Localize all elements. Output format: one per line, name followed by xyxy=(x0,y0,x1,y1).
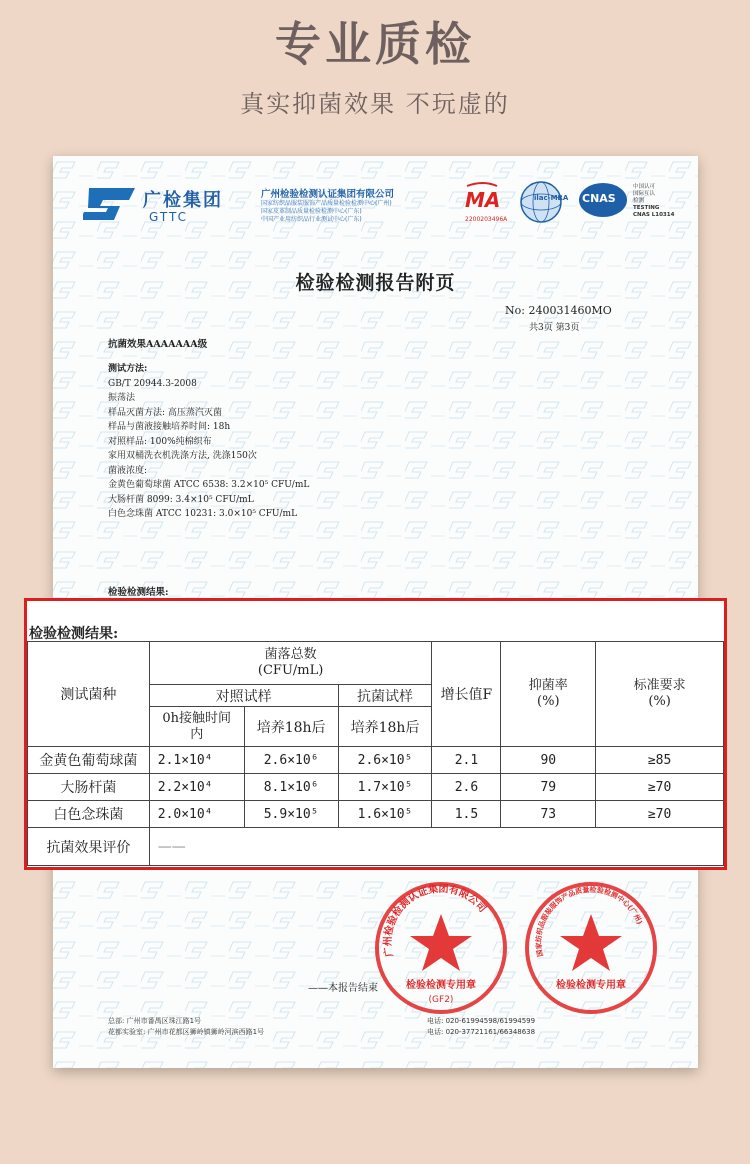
inhibition-header xyxy=(501,642,596,747)
test-method-block xyxy=(108,362,309,522)
cnas-line: TESTING xyxy=(633,205,660,211)
table-row xyxy=(28,801,724,828)
method-line: 家用双桶洗衣机洗涤方法, 洗涤150次 xyxy=(108,451,257,461)
contact-time-line: 0h接触时间 xyxy=(162,710,232,726)
value-cell: 5.9×10⁵ xyxy=(244,801,338,828)
colony-header-line: (CFU/mL) xyxy=(257,663,324,678)
value-cell: 1.5 xyxy=(432,801,501,828)
value-cell: 2.2×10⁴ xyxy=(149,774,244,801)
method-line: 白色念珠菌 ATCC 10231: 3.0×10⁵ CFU/mL xyxy=(108,509,298,519)
page-info: 共3页 第3页 xyxy=(529,323,580,333)
cnas-caption xyxy=(633,184,674,219)
value-cell: 2.6×10⁵ xyxy=(338,747,432,774)
species-header: 测试菌种 xyxy=(28,642,150,747)
official-seal-right xyxy=(521,878,661,1018)
method-line: 金黄色葡萄球菌 ATCC 6538: 3.2×10⁵ CFU/mL xyxy=(108,480,310,490)
cma-logo: MA xyxy=(465,188,501,212)
value-cell: 8.1×10⁶ xyxy=(244,774,338,801)
value-cell: 73 xyxy=(501,801,596,828)
phone-line: 电话: 020-61994598/61994599 xyxy=(427,1017,536,1025)
seal-ring-text: 国家纺织品服装服饰产品质量检验检测中心(广州) xyxy=(534,885,644,958)
method-heading: 测试方法: xyxy=(108,364,148,374)
value-cell: 79 xyxy=(501,774,596,801)
page-subtitle: 真实抑菌效果 不玩虚的 xyxy=(240,90,510,118)
rating-text: 抗菌效果AAAAAAA级 xyxy=(108,339,208,350)
org-line: 广州检验检测认证集团有限公司 xyxy=(261,189,395,200)
evaluation-row xyxy=(28,828,724,866)
cnas-line: CNAS L10314 xyxy=(633,212,675,218)
ilac-logo: ilac-MRA xyxy=(534,194,569,202)
brand-name-en: GTTC xyxy=(149,210,188,224)
value-cell: ≥70 xyxy=(596,801,724,828)
org-line: 国家皮革制品质量检验检测中心(广东) xyxy=(261,208,362,215)
gttc-logo-icon xyxy=(83,186,139,222)
org-line: 中国产业用纺织品行业测试中心(广东) xyxy=(261,216,362,223)
method-line: 样品与菌液接触培养时间: 18h xyxy=(108,422,231,432)
control-header: 对照试样 xyxy=(149,685,338,707)
inhibition-header-line: 抑菌率 xyxy=(528,678,568,693)
contact-time-line: 内 xyxy=(190,726,204,742)
organization-names xyxy=(261,186,491,224)
value-cell: 2.0×10⁴ xyxy=(149,801,244,828)
standard-header xyxy=(596,642,724,747)
method-line: 振荡法 xyxy=(108,393,136,403)
species-cell: 大肠杆菌 xyxy=(28,774,150,801)
standard-header-line: (%) xyxy=(648,694,671,709)
seal-code: (GF2) xyxy=(428,995,454,1005)
cnas-line: 检测 xyxy=(633,198,645,204)
contact-time-header xyxy=(149,707,244,747)
value-cell: 2.6 xyxy=(432,774,501,801)
results-table xyxy=(27,641,724,866)
report-number: No: 240031460MO xyxy=(505,304,612,317)
species-cell: 白色念珠菌 xyxy=(28,801,150,828)
address-line: 总部: 广州市番禺区珠江路1号 xyxy=(108,1017,202,1025)
seal-ring-text: 广州检验检测认证集团有限公司 xyxy=(382,883,488,958)
species-cell: 金黄色葡萄球菌 xyxy=(28,747,150,774)
value-cell: ≥70 xyxy=(596,774,724,801)
brand-name: 广检集团 xyxy=(143,190,223,211)
seal-center-text: 检验检测专用章 xyxy=(556,980,626,991)
report-title: 检验检测报告附页 xyxy=(295,272,456,294)
result-heading: 检验检测结果: xyxy=(108,587,169,598)
org-line: 国家纺织品服装服饰产品质量检验检测中心(广州) xyxy=(261,200,392,207)
value-cell: ≥85 xyxy=(596,747,724,774)
method-line: 大肠杆菌 8099: 3.4×10⁵ CFU/mL xyxy=(108,494,254,505)
phone-line: 电话: 020-37721161/66348638 xyxy=(427,1028,536,1036)
culture-control-header: 培养18h后 xyxy=(244,707,338,747)
cnas-line: 中国认可 xyxy=(633,184,656,190)
cnas-line: 国际互认 xyxy=(633,191,656,197)
page-title: 专业质检 xyxy=(275,17,475,71)
value-cell: 2.6×10⁶ xyxy=(244,747,338,774)
value-cell: 1.6×10⁵ xyxy=(338,801,432,828)
official-seal-left xyxy=(371,878,511,1018)
table-row xyxy=(28,747,724,774)
culture-antibacterial-header: 培养18h后 xyxy=(338,707,432,747)
method-line: 菌液浓度: xyxy=(108,465,148,476)
evaluation-label: 抗菌效果评价 xyxy=(28,828,150,866)
value-cell: 1.7×10⁵ xyxy=(338,774,432,801)
results-heading: 检验检测结果: xyxy=(29,626,119,642)
value-cell: 90 xyxy=(501,747,596,774)
value-cell: 2.1 xyxy=(432,747,501,774)
report-end-text: ——本报告结束 xyxy=(308,983,378,994)
results-zoom-panel xyxy=(24,598,727,870)
method-line: 样品灭菌方法: 高压蒸汽灭菌 xyxy=(108,407,222,418)
table-row xyxy=(28,774,724,801)
method-line: 对照样品: 100%纯棉织布 xyxy=(108,436,212,447)
method-line: GB/T 20944.3-2008 xyxy=(108,378,197,389)
cma-number: 2200203496A xyxy=(465,216,508,223)
value-cell: 2.1×10⁴ xyxy=(149,747,244,774)
cnas-logo: CNAS xyxy=(582,192,616,205)
address-line: 花都实验室: 广州市花都区狮岭镇狮岭河滨西路1号 xyxy=(108,1028,265,1036)
seal-center-text: 检验检测专用章 xyxy=(406,980,476,991)
certification-logos xyxy=(465,180,695,230)
evaluation-value: —— xyxy=(149,828,723,866)
growth-header: 增长值F xyxy=(432,642,501,747)
inhibition-header-line: (%) xyxy=(537,694,560,709)
antibacterial-header: 抗菌试样 xyxy=(338,685,432,707)
colony-header xyxy=(149,642,432,685)
standard-header-line: 标准要求 xyxy=(633,678,686,693)
colony-header-line: 菌落总数 xyxy=(264,647,317,662)
